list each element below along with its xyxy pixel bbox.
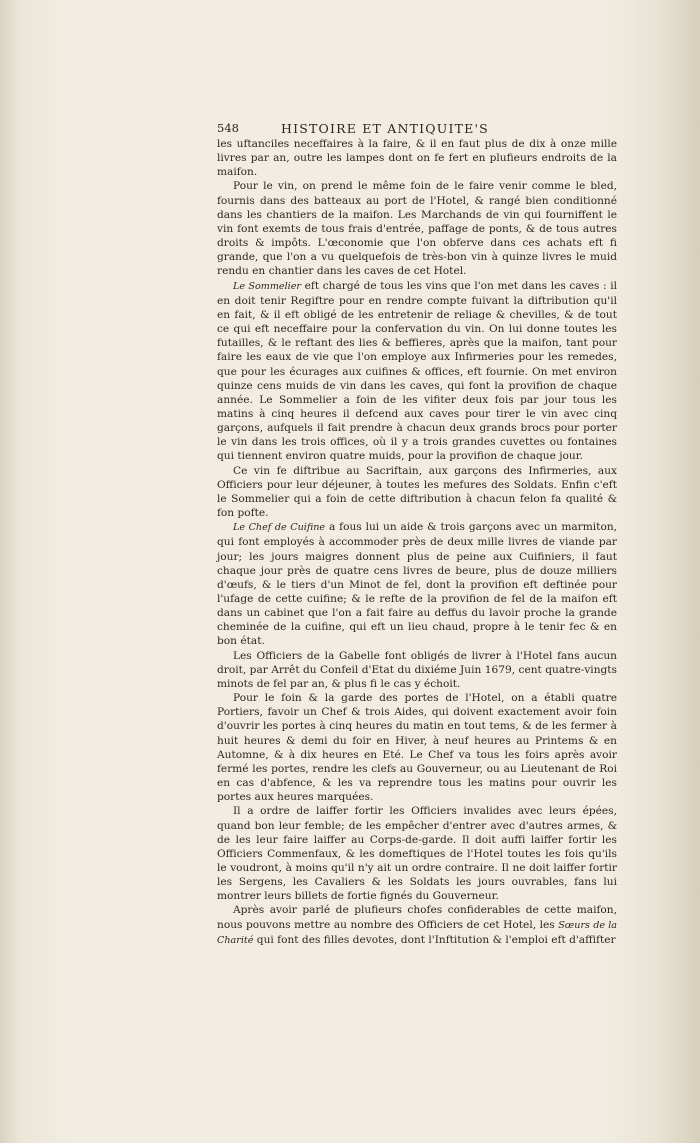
paragraph (217, 179, 617, 278)
paragraph-lead: Le Chef de Cuifine (233, 522, 326, 534)
text-block (217, 121, 617, 948)
paragraph (217, 691, 617, 804)
paragraph-text: Après avoir parlé de plufieurs chofes confiderables de cette maifon, nous pouvons mettre au nombre des Officiers de cet Hotel, les (217, 904, 617, 931)
paragraph-inline-italic: Sœurs de la Charité (217, 919, 618, 946)
paragraph (217, 649, 617, 691)
paragraph-text: les uftanciles neceffaires à la faire, & il en faut plus de dix à onze mille livres par an, outre les lampes dont on fe fert en plufieurs endroits de la maifon. (217, 138, 617, 179)
paragraph-lead: Le Sommelier (233, 280, 301, 292)
paragraph (217, 804, 617, 903)
paragraph (217, 279, 617, 464)
paragraph (217, 137, 617, 179)
paragraph (217, 464, 617, 521)
page-header (217, 121, 617, 137)
paragraph-text: a fous lui un aide & trois garçons avec un marmiton, qui font employés à accommoder près de deux mille livres de viande par jour; les jours maigres donnent plus de peine aux Cuifiniers, il faut chaque jour près de quatre cens livres de beure, plus de douze milliers d'œufs, & le tiers d'un Minot de fel, dont la provifion eft deftinée pour l'ufage de cette cuifine; & le refte de la provifion de fel de la maifon eft dans un cabinet que l'on a fait faire au deffus du lavoir proche la grande cheminée de la cuifine, qui eft un lieu chaud, propre à le tenir fec & en bon état. (217, 521, 618, 648)
paragraph (217, 520, 617, 648)
page-number: 548 (217, 121, 239, 135)
paragraph (217, 903, 617, 947)
running-title: HISTOIRE ET ANTIQUITE'S (281, 121, 489, 136)
paragraph-text: Pour le vin, on prend le même foin de le faire venir comme le bled, fournis dans des batteaux au port de l'Hotel, & rangé bien conditionné dans les chantiers de la maifon. Les Marchands de vin qui fourniffent le vin font exemts de tous frais d'entrée, paffage de ponts, & de tous autres droits & impôts. L'œconomie que l'on obferve dans ces achats eft fi grande, que l'on a vu quelquefois de très-bon vin à quinze livres le muid rendu en chantier dans les caves de cet Hotel. (217, 180, 617, 278)
paragraph-text: Il a ordre de laiffer fortir les Officiers invalides avec leurs épées, quand bon leur femble; de les empêcher d'entrer avec d'autres armes, & de les leur faire laiffer au Corps-de-garde. Il doit auffi laiffer fortir les Officiers Commenfaux, & les domeftiques de l'Hotel toutes les fois qu'ils le voudront, à moins qu'il n'y ait un ordre contraire. Il ne doit laiffer fortir les Sergens, les Cavaliers & les Soldats les jours ouvrables, fans lui montrer leurs billets de fortie fignés du Gouverneur. (217, 805, 617, 903)
body-text (217, 137, 617, 948)
paragraph-text: eft chargé de tous les vins que l'on met dans les caves : il en doit tenir Regiftre pour en rendre compte fuivant la diftribution qu'il en fait, & il eft obligé de les entretenir de reliage & chevilles, & de tout ce qui eft neceffaire pour la confervation du vin. On lui donne toutes les futailles, & le reftant des lies & beffieres, après que la maifon, tant pour faire les eaux de vie que l'on employe aux Infirmeries pour les remedes, que pour les écurages aux cuifines & offices, eft fournie. On met environ quinze cens muids de vin dans les caves, qui font la provifion de chaque année. Le Sommelier a foin de les vifiter deux fois par jour tous les matins à cinq heures il defcend aux caves pour tirer le vin avec cinq garçons, aufquels il fait prendre à chacun deux grands brocs pour porter le vin dans les trois offices, où il y a trois grandes cuvettes ou fontaines qui tiennent environ quatre muids, pour la provifion de chaque jour. (217, 279, 617, 463)
paragraph-text: Les Officiers de la Gabelle font obligés de livrer à l'Hotel fans aucun droit, par Arrêt du Confeil d'Etat du dixiéme Juin 1679, cent quatre-vingts minots de fel par an, & plus fi le cas y échoit. (217, 649, 617, 690)
paragraph-text: Ce vin fe diftribue au Sacriftain, aux garçons des Infirmeries, aux Officiers pour leur déjeuner, à toutes les mefures des Soldats. Enfin c'eft le Sommelier qui a foin de cette diftribution à chacun felon fa qualité & fon pofte. (217, 464, 617, 520)
paragraph-tail: qui font des filles devotes, dont l'Inftitution & l'emploi eft d'affifter (253, 933, 616, 946)
paragraph-text: Pour le foin & la garde des portes de l'Hotel, on a établi quatre Portiers, favoir un Chef & trois Aides, qui doivent exactement avoir foin d'ouvrir les portes à cinq heures du matin en tout tems, & de les fermer à huit heures & demi du foir en Hiver, à neuf heures au Printems & en Automne, & à dix heures en Eté. Le Chef va tous les foirs après avoir fermé les portes, rendre les clefs au Gouverneur, ou au Lieutenant de Roi en cas d'abfence, & les va reprendre tous les matins pour ouvrir les portes aux heures marquées. (217, 692, 617, 804)
